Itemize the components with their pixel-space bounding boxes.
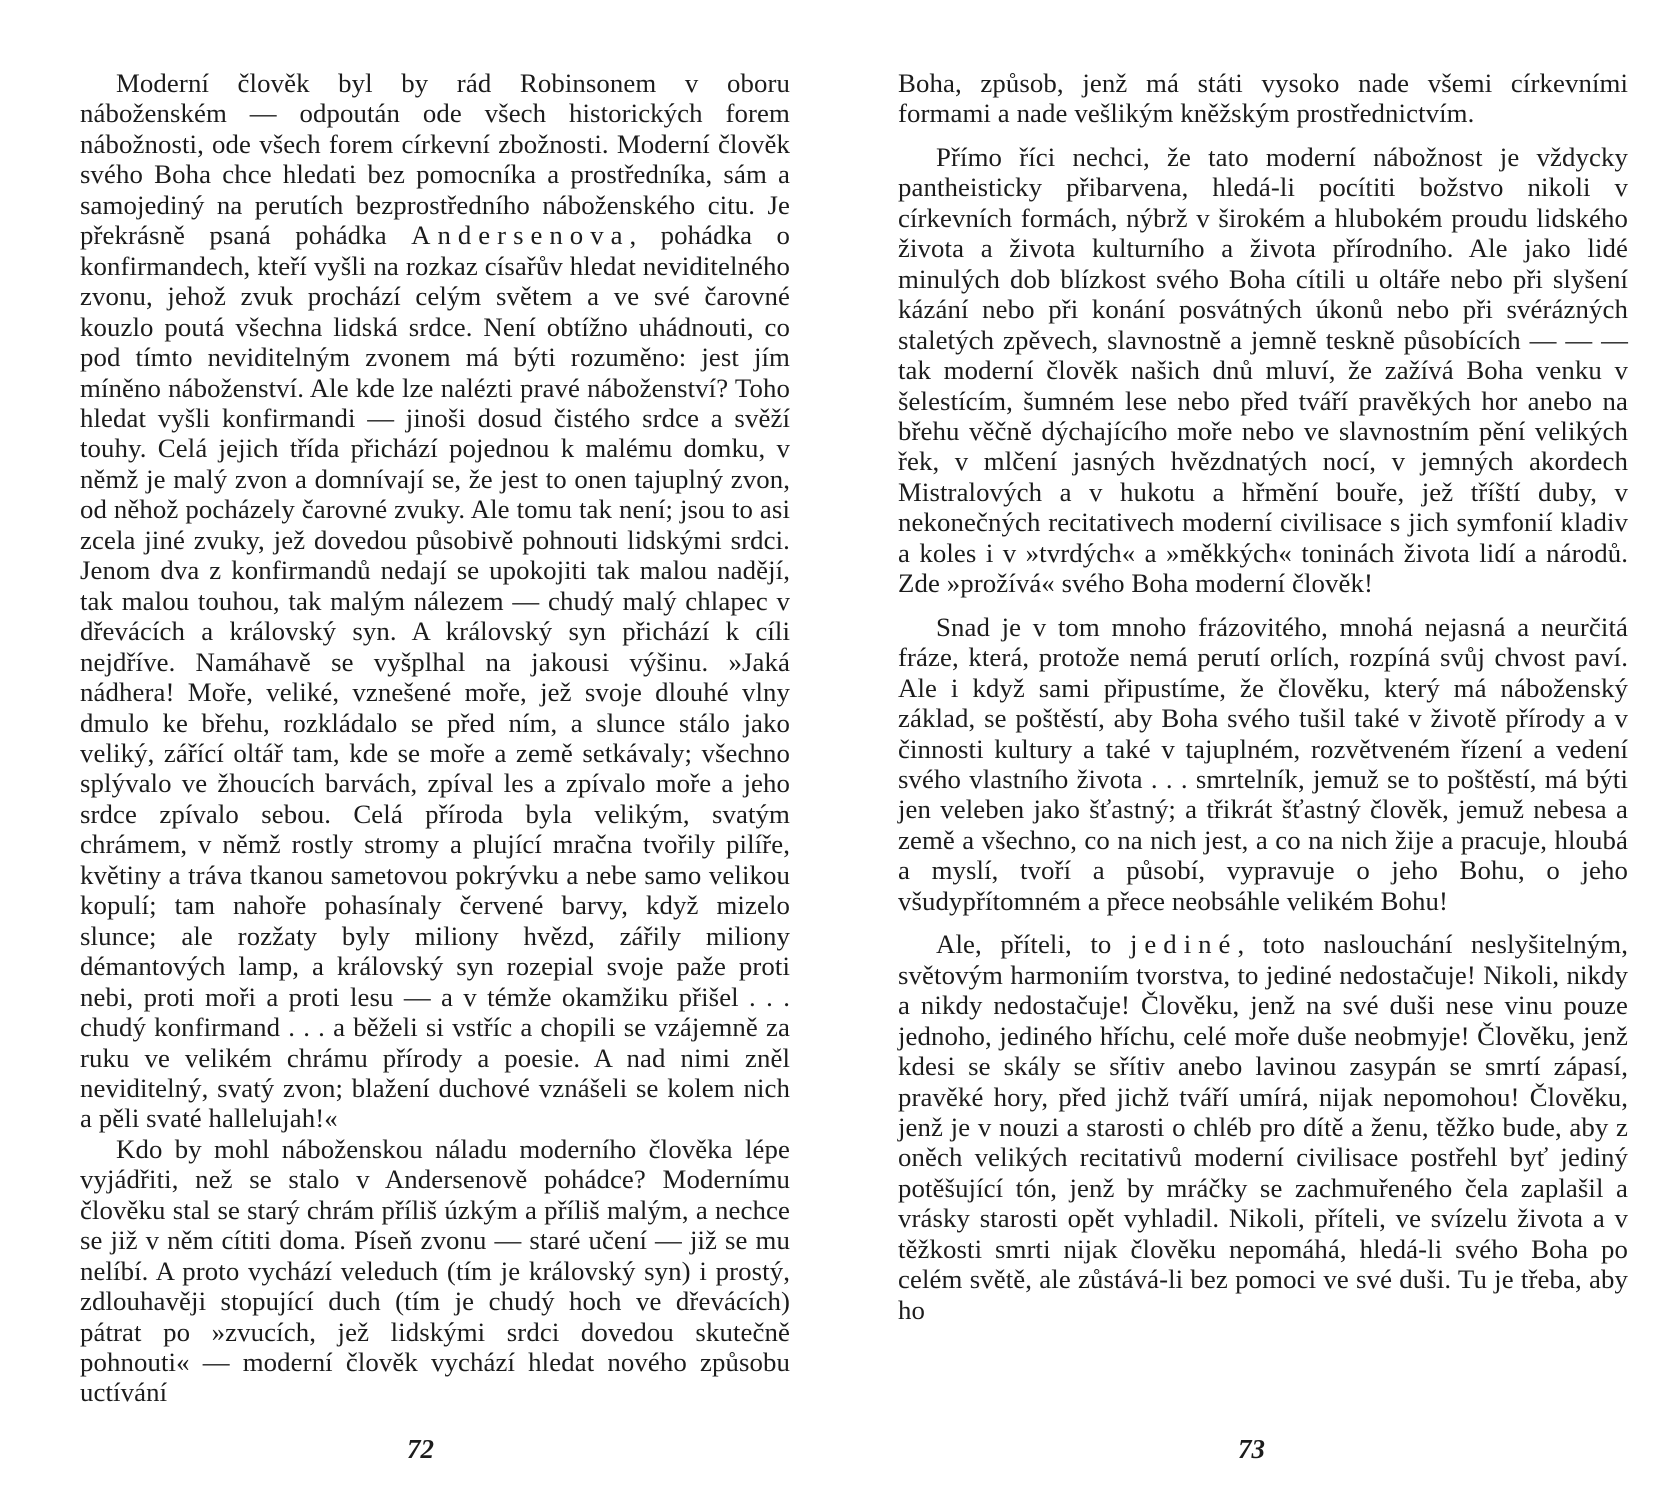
- paragraph: Snad je v tom mnoho frázovitého, mnohá nejasná a neurčitá fráze, která, protože nemá perutí orlích, rozpíná svůj chvost paví. Ale i když sami připustíme, že člověku, který má náboženský základ, se poštěstí, aby Boha svého tušil také v životě přírody a v činnosti kultury a také v tajuplném, rozvětveném řízení a vedení svého vlastního života . . . smrtelník, jemuž se to poštěstí, má býti jen veleben jako šťastný; a třikrát šťastný člověk, jemuž nebesa a země a všechno, co na nich jest, a co na nich žije a pracuje, hloubá a myslí, tvoří a působí, vypravuje o jeho Bohu, o jeho všudypřítomném a přece neobsáhle velikém Bohu!: [898, 611, 1628, 916]
- left-page-text: [80, 68, 790, 1408]
- right-page: [898, 68, 1628, 1325]
- paragraph: Přímo říci nechci, že tato moderní nábožnost je vždycky pantheisticky přibarvena, hledá-li pocítiti božstvo nikoli v církevních formách, nýbrž v širokém a hlubokém proudu lidského života a života kulturního a života přírodního. Ale jako lidé minulých dob blízkost svého Boha cítili u oltáře nebo při slyšení kázání nebo při konání posvátných úkonů nebo při svérázných staletých zpěvech, slavnostně a jemně teskně působících — — — tak moderní člověk našich dnů mluví, že zažívá Boha venku v šelestícím, šumném lese nebo před tváří pravěkých hor anebo na břehu věčně dýchajícího moře nebo ve slavnostním pění velikých řek, v mlčení jasných hvězdnatých nocí, v jemných akordech Mistralových a v hukotu a hřmění bouře, jež tříští duby, v nekonečných recitativech moderní civilisace s jich symfonií kladiv a koles i v »tvrdých« a »měkkých« toninách života lidí a národů. Zde »prožívá« svého Boha moderní člověk!: [898, 141, 1628, 599]
- page-number-left: 72: [407, 1434, 434, 1464]
- page-number-right: 73: [1238, 1434, 1265, 1464]
- paragraph: Boha, způsob, jenž má státi vysoko nade všemi církevními formami a nade vešlikým kněžským prostřednictvím.: [898, 68, 1628, 129]
- paragraph: Kdo by mohl náboženskou náladu moderního člověka lépe vyjádřiti, než se stalo v Andersenově pohádce? Modernímu člověku stal se starý chrám příliš úzkým a příliš malým, a nechce se již v něm cítiti doma. Píseň zvonu — staré učení — již se mu nelíbí. A proto vychází veleduch (tím je královský syn) i prostý, zdlouhavěji stopující duch (tím je chudý hoch ve dřevácích) pátrat po »zvucích, jež lidskými srdci dovedou skutečně pohnouti« — moderní člověk vychází hledat nového způsobu uctívání: [80, 1133, 790, 1408]
- left-page: [80, 68, 790, 1408]
- paragraph: Moderní člověk byl by rád Robinsonem v oboru náboženském — odpoután ode všech historických forem nábožnosti, ode všech forem církevní zbožnosti. Moderní člověk svého Boha chce hledati bez pomocníka a prostředníka, sám a samojediný na perutích bezprostředního náboženského citu. Je překrásně psaná pohádka Andersenova, pohádka o konfirmandech, kteří vyšli na rozkaz císařův hledat neviditelného zvonu, jehož zvuk prochází celým světem a ve své čarovné kouzlo poutá všechna lidská srdce. Není obtížno uhádnouti, co pod tímto neviditelným zvonem má býti rozuměno: jest jím míněno náboženství. Ale kde lze nalézti pravé náboženství? Toho hledat vyšli konfirmandi — jinoši dosud čistého srdce a svěží touhy. Celá jejich třída přichází pojednou k malému domku, v němž je malý zvon a domnívají se, že jest to onen tajuplný zvon, od něhož pocházely čarovné zvuky. Ale tomu tak není; jsou to asi zcela jiné zvuky, jež dovedou působivě pohnouti lidskými srdci. Jenom dva z konfirmandů nedají se upokojiti tak malou nadějí, tak malou touhou, tak malým nálezem — chudý malý chlapec v dřevácích a královský syn. A královský syn přichází k cíli nejdříve. Namáhavě se vyšplhal na jakousi výšinu. »Jaká nádhera! Moře, veliké, vznešené moře, jež svoje dlouhé vlny dmulo ke břehu, rozkládalo se před ním, a slunce stálo jako veliký, zářící oltář tam, kde se moře a země setkávaly; všechno splývalo ve žhoucích barvách, zpíval les a zpívalo moře a jeho srdce zpívalo sebou. Celá příroda byla velikým, svatým chrámem, v němž rostly stromy a plující mračna tvořily pilíře, květiny a tráva tkanou sametovou pokrývku a nebe samo velikou kopulí; tam nahoře pohasínaly červené barvy, když mizelo slunce; ale rozžaty byly miliony hvězd, zářily miliony démantových lamp, a královský syn rozepial svoje paže proti nebi, proti moři a proti lesu — a v témže okamžiku přišel . . . chudý konfirmand . . . a běželi si vstříc a chopili se vzájemně za ruku ve velikém chrámu přírody a poesie. A nad nimi zněl neviditelný, svatý zvon; blažení duchové vznášeli se kolem nich a pěli svaté hallelujah!«: [80, 68, 790, 1134]
- spaced-name: Andersenova: [411, 220, 630, 251]
- paragraph: Ale, příteli, to jediné, toto naslouchání neslyšitelným, světovým harmoniím tvorstva, to jediné nedostačuje! Nikoli, nikdy a nikdy nedostačuje! Člověku, jenž na své duši nese vinu pouze jednoho, jediného hříchu, celé moře duše neobmyje! Člověku, jenž kdesi se skály se sřítiv anebo lavinou zasypán se smrtí zápasí, pravěké hory, před jichž tváří umírá, nijak nepomohou! Člověku, jenž je v nouzi a starosti o chléb pro dítě a ženu, těžko bude, aby z oněch velikých recitativů moderní civilisace postřehl byť jediný potěšující tón, jenž by mráčky se zachmuřeného čela zaplašil a vrásky starosti opět vyhladil. Nikoli, příteli, ve svízelu života a v těžkosti smrti nijak člověku nepomáhá, hledá-li svého Boha po celém světě, ale zůstává-li bez pomoci ve své duši. Tu je třeba, aby ho: [898, 929, 1628, 1325]
- spaced-word: jediné: [1129, 929, 1238, 960]
- right-page-text: [898, 68, 1628, 1325]
